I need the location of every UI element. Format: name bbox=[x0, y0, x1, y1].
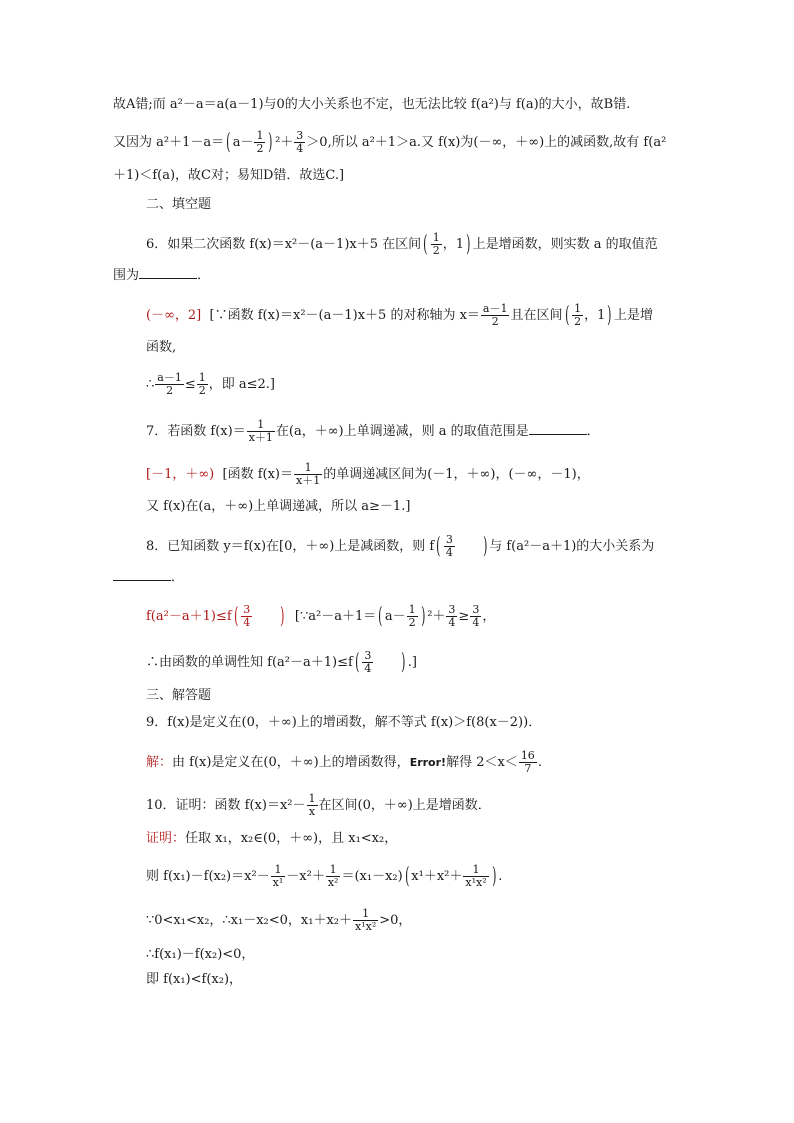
text: 函数, bbox=[146, 340, 177, 355]
paren-left: ( bbox=[354, 649, 360, 675]
text: 围为 bbox=[113, 268, 140, 283]
numerator: 1 bbox=[294, 462, 322, 475]
denominator: x¹ bbox=[272, 876, 284, 889]
question-8 bbox=[146, 534, 654, 559]
text: 6．如果二次函数 f(x)＝x²－(a－1)x＋5 在区间 bbox=[146, 237, 422, 252]
text: a－ bbox=[384, 609, 406, 624]
text: 且在区间 bbox=[510, 308, 563, 323]
proof-line-4 bbox=[146, 945, 254, 965]
numerator: a－1 bbox=[157, 371, 182, 384]
denominator: 7 bbox=[524, 762, 532, 775]
numerator: 3 bbox=[472, 603, 480, 616]
text: 8．已知函数 y＝f(x)在[0，＋∞)上是减函数，则 f bbox=[146, 539, 435, 554]
fraction bbox=[431, 232, 442, 257]
numerator: 1 bbox=[247, 419, 275, 432]
text: [函数 f(x)＝ bbox=[222, 467, 294, 482]
text: ∴由函数的单调性知 f(a²－a＋1)≤f bbox=[146, 655, 353, 670]
paren-right: ) bbox=[491, 863, 497, 889]
answer-6-cont bbox=[146, 338, 176, 358]
question-6 bbox=[146, 232, 658, 257]
answer-6 bbox=[146, 303, 653, 328]
text: 任取 x₁，x₂∈(0，＋∞)，且 x₁<x₂， bbox=[185, 831, 398, 846]
text: 即 f(x₁)<f(x₂)， bbox=[146, 972, 243, 987]
section-heading bbox=[146, 686, 211, 706]
text: 故A错;而 a²－a＝a(a－1)与0的大小关系也不定，也无法比较 f(a²)与 f(a)的大小，故B错. bbox=[113, 97, 631, 112]
numerator: 3 bbox=[364, 649, 372, 662]
text: 三、解答题 bbox=[146, 688, 212, 703]
answer-text: [－1，＋∞) bbox=[146, 467, 215, 482]
section-heading bbox=[146, 195, 211, 215]
text: [∵函数 f(x)＝x²－(a－1)x＋5 的对称轴为 x＝ bbox=[209, 308, 480, 323]
text: ²＋ bbox=[427, 609, 446, 624]
paren-right: ) bbox=[482, 533, 488, 559]
denominator: x² bbox=[327, 876, 339, 889]
text: 在(a，＋∞)上单调递减，则 a 的取值范围是 bbox=[275, 424, 529, 439]
paren-left: ( bbox=[436, 533, 441, 559]
numerator: 1 bbox=[408, 603, 416, 616]
text: >0， bbox=[379, 913, 412, 928]
denominator: x¹x² bbox=[465, 876, 487, 889]
text: ²＋ bbox=[275, 135, 294, 150]
denominator: 2 bbox=[198, 384, 206, 397]
text: ∴f(x₁)－f(x₂)<0， bbox=[146, 947, 255, 962]
answer-7-cont bbox=[146, 497, 410, 517]
fraction bbox=[353, 908, 378, 933]
paren-right: ) bbox=[466, 231, 471, 257]
paren-right: ) bbox=[268, 129, 273, 155]
numerator: 1 bbox=[308, 792, 316, 805]
error-text: Error! bbox=[409, 756, 447, 769]
text: 上是增函数，则实数 a 的取值范 bbox=[472, 237, 658, 252]
question-8-cont: ． bbox=[113, 568, 184, 588]
fraction bbox=[446, 604, 457, 629]
fraction bbox=[294, 130, 305, 155]
text: ≥ bbox=[458, 609, 470, 624]
paren-right: ) bbox=[401, 649, 406, 675]
fraction bbox=[407, 604, 418, 629]
answer-7 bbox=[146, 462, 590, 487]
text: . bbox=[498, 869, 503, 884]
numerator: 1 bbox=[574, 302, 582, 315]
fraction bbox=[470, 604, 481, 629]
fraction bbox=[155, 372, 184, 397]
text: ， bbox=[482, 609, 496, 624]
answer-6-cont2 bbox=[146, 372, 275, 397]
proof-line-3 bbox=[146, 908, 411, 933]
question-6-cont: 围为 ． bbox=[113, 268, 211, 283]
text: x¹＋x²＋ bbox=[411, 869, 463, 884]
fraction bbox=[254, 130, 265, 155]
fraction bbox=[247, 419, 275, 444]
paren-left: ( bbox=[226, 129, 231, 155]
numerator: 1 bbox=[463, 864, 488, 877]
text: 7．若函数 f(x)＝ bbox=[146, 424, 246, 439]
fraction bbox=[362, 650, 373, 675]
text: a－ bbox=[232, 135, 254, 150]
fraction bbox=[519, 750, 537, 775]
text: ＞0,所以 a²＋1＞a.又 f(x)为(－∞，＋∞)上的减函数,故有 f(a² bbox=[306, 135, 667, 150]
denominator: 4 bbox=[364, 662, 372, 675]
numerator: 1 bbox=[271, 864, 286, 877]
text: 与 f(a²－a＋1)的大小关系为 bbox=[489, 539, 655, 554]
text: 解得 2＜x＜ bbox=[446, 755, 518, 770]
text: 由 f(x)是定义在(0，＋∞)上的增函数得， bbox=[172, 755, 410, 770]
answer-blank bbox=[529, 422, 587, 435]
text: ，1 bbox=[442, 237, 465, 252]
text: [∵a²－a＋1＝ bbox=[294, 609, 377, 624]
text: 在区间(0，＋∞)上是增函数． bbox=[318, 798, 491, 813]
denominator: 4 bbox=[243, 616, 251, 629]
numerator: 3 bbox=[296, 129, 304, 142]
text-line bbox=[113, 95, 630, 115]
numerator: 3 bbox=[243, 603, 251, 616]
numerator: 1 bbox=[198, 371, 206, 384]
bracket-left: ( bbox=[423, 231, 428, 257]
proof-label: 证明： bbox=[146, 831, 186, 846]
numerator: 1 bbox=[256, 129, 264, 142]
question-7: 7．若函数 f(x)＝ $\frac{1}{x+1}$ 在(a，＋∞)上单调递减，则 a 的取值范围是 ． bbox=[146, 418, 600, 444]
paren-right: ) bbox=[420, 603, 426, 629]
proof-line-5 bbox=[146, 970, 242, 990]
fraction bbox=[197, 372, 208, 397]
denominator: 2 bbox=[574, 315, 582, 328]
text: 二、填空题 bbox=[146, 197, 212, 212]
paren-left: ( bbox=[233, 603, 239, 629]
text: 的单调递减区间为(－1，＋∞)，(－∞，－1)， bbox=[323, 467, 590, 482]
paren-right: ) bbox=[607, 302, 612, 328]
text: ∴ bbox=[146, 377, 155, 392]
answer-text: f(a²－a＋1)≤f bbox=[146, 609, 232, 624]
denominator: 4 bbox=[472, 616, 480, 629]
proof-line-1 bbox=[146, 829, 397, 849]
text-line bbox=[113, 130, 666, 155]
answer-8-cont bbox=[146, 650, 417, 675]
fraction bbox=[463, 864, 488, 889]
fraction bbox=[481, 303, 510, 328]
denominator: 4 bbox=[296, 142, 304, 155]
denominator: 2 bbox=[166, 384, 174, 397]
fraction bbox=[271, 864, 286, 889]
fraction bbox=[307, 793, 318, 818]
fraction bbox=[444, 534, 455, 559]
numerator: 3 bbox=[448, 603, 456, 616]
text: ＝(x₁－x₂) bbox=[341, 869, 403, 884]
denominator: x＋1 bbox=[296, 474, 321, 487]
answer-label: 解： bbox=[146, 755, 173, 770]
text: 9．f(x)是定义在(0，＋∞)上的增函数，解不等式 f(x)＞f(8(x－2))． bbox=[146, 715, 542, 730]
denominator: x¹x² bbox=[355, 920, 377, 933]
numerator: 1 bbox=[326, 864, 341, 877]
text: －x²＋ bbox=[286, 869, 325, 884]
answer-blank bbox=[113, 568, 171, 581]
denominator: 2 bbox=[432, 244, 440, 257]
text: ＋1)＜f(a)，故C对；易知D错．故选C.] bbox=[113, 168, 345, 183]
denominator: 4 bbox=[448, 616, 456, 629]
denominator: 2 bbox=[491, 315, 499, 328]
text: ，1 bbox=[584, 308, 606, 323]
denominator: x bbox=[308, 805, 316, 818]
answer-text: (－∞，2] bbox=[146, 308, 202, 323]
numerator: 1 bbox=[353, 908, 378, 921]
paren-left: ( bbox=[404, 863, 410, 889]
text: 上是增 bbox=[613, 308, 653, 323]
numerator: 1 bbox=[432, 231, 440, 244]
text: 又 f(x)在(a，＋∞)上单调递减，所以 a≥－1.] bbox=[146, 499, 411, 514]
fraction bbox=[572, 303, 583, 328]
text-line bbox=[113, 166, 344, 186]
text: 10．证明：函数 f(x)＝x²－ bbox=[146, 798, 306, 813]
answer-9: 解：由 f(x)是定义在(0，＋∞)上的增函数得，Error!解得 2＜x＜ $\frac{16}{7}$ . bbox=[146, 749, 542, 775]
text: .] bbox=[407, 655, 417, 670]
answer-blank bbox=[139, 266, 197, 279]
text: 则 f(x₁)－f(x₂)＝x²－ bbox=[146, 869, 270, 884]
question-9 bbox=[146, 713, 541, 733]
fraction bbox=[294, 462, 322, 487]
numerator: 16 bbox=[520, 749, 535, 762]
denominator: 2 bbox=[408, 616, 416, 629]
answer-8 bbox=[146, 604, 495, 629]
denominator: x＋1 bbox=[248, 431, 273, 444]
numerator: a－1 bbox=[482, 302, 508, 315]
fraction bbox=[326, 864, 341, 889]
fraction bbox=[241, 604, 252, 629]
paren-left: ( bbox=[378, 603, 383, 629]
text: ≤ bbox=[184, 377, 196, 392]
text: 又因为 a²＋1－a＝ bbox=[113, 135, 225, 150]
question-10 bbox=[146, 793, 491, 818]
denominator: 2 bbox=[256, 142, 264, 155]
proof-line-2 bbox=[146, 864, 502, 889]
numerator: 3 bbox=[445, 533, 453, 546]
text: ，即 a≤2.] bbox=[208, 377, 276, 392]
text: ∵0<x₁<x₂，∴x₁－x₂<0，x₁＋x₂＋ bbox=[146, 913, 353, 928]
denominator: 4 bbox=[445, 546, 453, 559]
paren-right: ) bbox=[280, 603, 285, 629]
bracket-left: ( bbox=[564, 302, 569, 328]
